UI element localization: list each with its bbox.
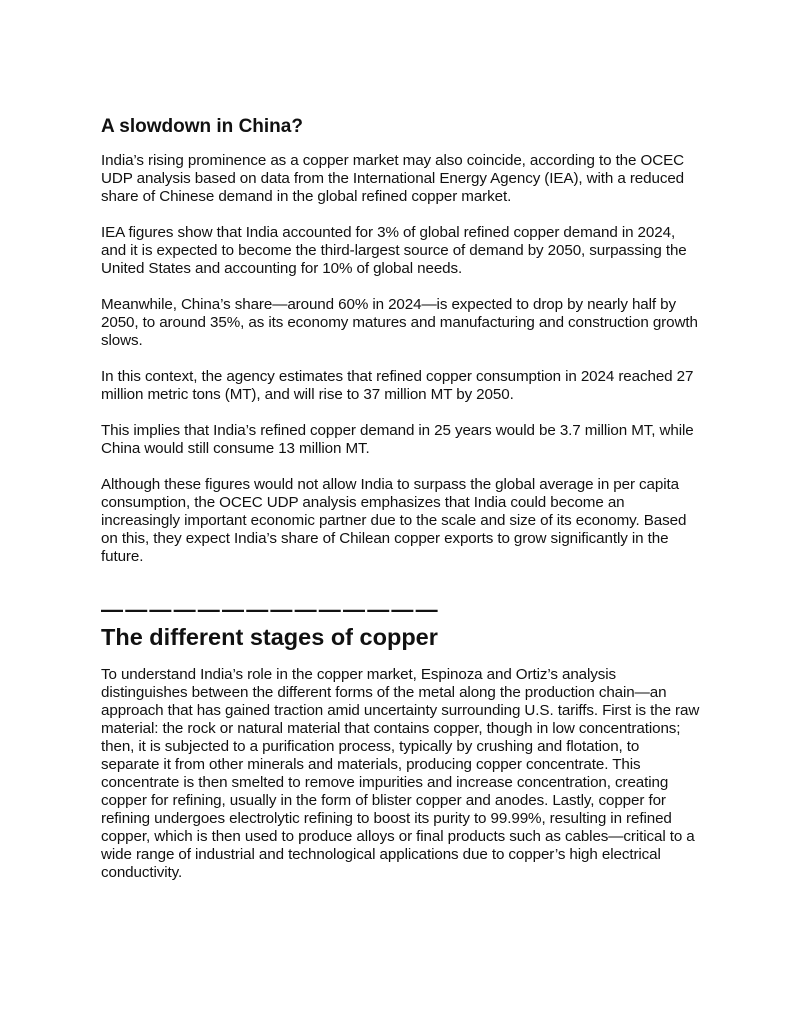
paragraph-consumption-estimate: In this context, the agency estimates that refined copper consumption in 2024 reached 27 million metric tons (MT), and will rise to 37 million MT by 2050. <box>101 368 694 403</box>
paragraph-india-rising-prominence: India’s rising prominence as a copper market may also coincide, according to the OCEC UDP analysis based on data from the International Energy Agency (IEA), with a reduced share of Chinese demand in the global refined copper market. <box>101 152 685 205</box>
paragraph-per-capita-consumption: Although these figures would not allow India to surpass the global average in per capita consumption, the OCEC UDP analysis emphasizes that India could become an increasingly important economic partner due to the scale and size of its economy. Based on this, they expect India’s share of Chilean copper exports to grow significantly in the future. <box>101 476 687 565</box>
paragraph-iea-figures: IEA figures show that India accounted for 3% of global refined copper demand in 2024, and it is expected to become the third-largest source of demand by 2050, surpassing the United States and accounting for 10% of global needs. <box>101 224 687 277</box>
section-heading-slowdown-china: A slowdown in China? <box>101 116 303 137</box>
section-heading-copper-stages: The different stages of copper <box>101 624 438 650</box>
paragraph-india-demand-implication: This implies that India’s refined copper demand in 25 years would be 3.7 million MT, while China would still consume 13 million MT. <box>101 422 694 457</box>
paragraph-copper-production-chain: To understand India’s role in the copper market, Espinoza and Ortiz’s analysis distinguishes between the different forms of the metal along the production chain—an approach that has gained traction amid uncertainty surrounding U.S. tariffs. First is the raw material: the rock or natural material that contains copper, though in low concentrations; then, it is subjected to a purification process, typically by crushing and flotation, to separate it from other minerals and materials, producing copper concentrate. This concentrate is then smelted to remove impurities and increase concentration, creating copper for refining, usually in the form of blister copper and anodes. Lastly, copper for refining undergoes electrolytic refining to boost its purity to 99.99%, resulting in refined copper, which is then used to produce alloys or final products such as cables—critical to a wide range of industrial and technological applications due to copper’s high electrical conductivity. <box>101 666 700 881</box>
section-divider: —————————————— <box>101 597 440 622</box>
paragraph-china-share: Meanwhile, China’s share—around 60% in 2024—is expected to drop by nearly half by 2050, to around 35%, as its economy matures and manufacturing and construction growth slows. <box>101 296 698 349</box>
